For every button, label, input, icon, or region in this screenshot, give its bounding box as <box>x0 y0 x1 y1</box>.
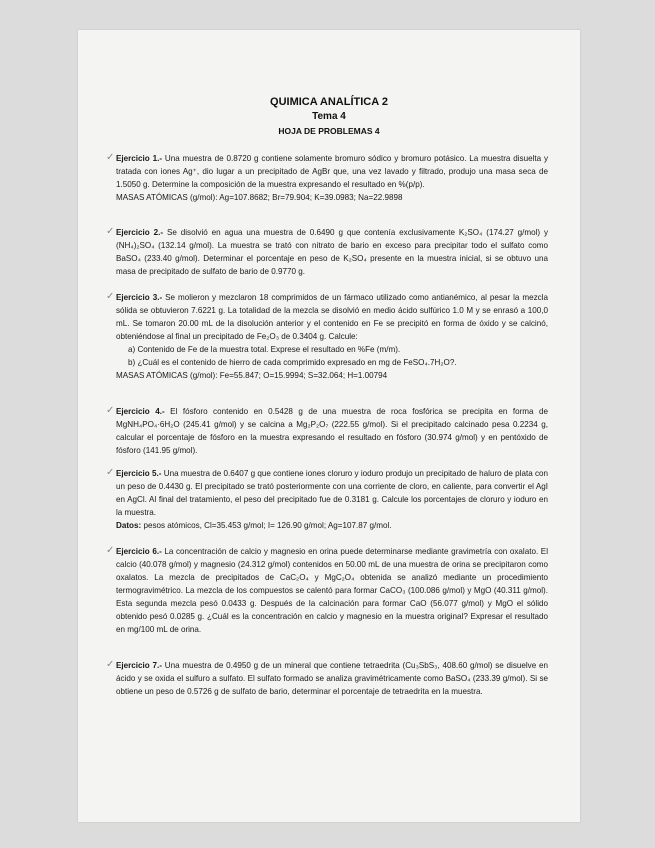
exercise-5-note-text: pesos atómicos, Cl=35.453 g/mol; I= 126.90 g/mol; Ag=107.87 g/mol. <box>143 521 392 530</box>
check-mark-icon: ✓ <box>106 152 115 163</box>
exercise-7-title: Ejercicio 7.- <box>116 661 162 670</box>
sheet-title: HOJA DE PROBLEMAS 4 <box>278 126 380 136</box>
check-mark-icon: ✓ <box>106 659 115 670</box>
exercise-5-note-label: Datos: <box>116 521 142 530</box>
check-mark-icon: ✓ <box>106 545 115 556</box>
exercise-2-text: Se disolvió en agua una muestra de 0.6490 g que contenía exclusivamente K₂SO₄ (174.27 g/mol) y (NH₄)₂SO₄ (132.14 g/mol). La muestra se trató con nitrato de bario en exceso para precipitar todo el sulfato como BaSO₄ (233.40 g/mol). Determinar el porcentaje en peso de K₂SO₄ presente en la muestra inicial, si se obtuvo una masa de precipitado de sulfato de bario de 0.9770 g. <box>116 228 549 276</box>
exercise-3-note: MASAS ATÓMICAS (g/mol): Fe=55.847; O=15.9994; S=32.064; H=1.00794 <box>116 371 388 380</box>
exercise-4 <box>106 405 549 457</box>
check-mark-icon: ✓ <box>106 405 115 416</box>
exercise-3-part-b: b) ¿Cuál es el contenido de hierro de cada comprimido expresado en mg de FeSO₄.7H₂O?. <box>128 358 457 367</box>
exercise-6-title: Ejercicio 6.- <box>116 547 162 556</box>
exercise-5 <box>106 467 549 532</box>
exercise-6 <box>106 545 548 636</box>
exercise-2-title: Ejercicio 2.- <box>116 228 164 237</box>
exercise-4-text: El fósforo contenido en 0.5428 g de una muestra de roca fosfórica se precipita en forma de MgNH₄PO₄·6H₂O (245.41 g/mol) y se calcina a Mg₂P₂O₇ (222.55 g/mol). Si el precipitado calcinado pesa 0.2234 g, calcular el porcentaje de fósforo en la muestra expresando el resultado en fósforo (30.974 g/mol) y en pentóxido de fósforo (141.95 g/mol). <box>116 407 549 455</box>
exercise-3-text: Se molieron y mezclaron 18 comprimidos de un fármaco utilizado como antianémico, al pesar la mezcla sólida se obtuvieron 7.6221 g. La totalidad de la mezcla se disolvió en medio ácido sulfúrico 1.0 M y se enrasó a 100,0 mL. Se tomaron 20.00 mL de la disolución anterior y el contenido en Fe se precipitó en forma de óxido y se calcinó, obteniéndose al final un precipitado de Fe₂O₃ de 0.3404 g. Calcule: <box>116 293 549 341</box>
exercise-3-part-a: a) Contenido de Fe de la muestra total. Exprese el resultado en %Fe (m/m). <box>128 345 401 354</box>
exercise-4-title: Ejercicio 4.- <box>116 407 165 416</box>
check-mark-icon: ✓ <box>106 226 115 237</box>
exercise-5-title: Ejercicio 5.- <box>116 469 162 478</box>
exercise-1-note: MASAS ATÓMICAS (g/mol): Ag=107.8682; Br=79.904; K=39.0983; Na=22.9898 <box>116 193 403 202</box>
check-mark-icon: ✓ <box>106 291 115 302</box>
exercise-5-note <box>116 519 548 532</box>
exercise-2 <box>106 226 549 278</box>
exercise-6-text: La concentración de calcio y magnesio en orina puede determinarse mediante gravimetría con oxalato. El calcio (40.078 g/mol) y magnesio (24.312 g/mol) contenidos en 50.00 mL de una muestra de orina se precipitaron como oxalatos. La mezcla de precipitados de CaC₂O₄ y MgC₂O₄ obtenida se analizó mediante un procedimiento termogravimétrico. La mezcla de los compuestos se calentó para formar CaCO₃ (100.086 g/mol) y MgO (40.311 g/mol). Esta segunda mezcla pesó 0.0433 g. Después de la calcinación para formar CaO (56.077 g/mol) y MgO el sólido obtenido pesó 0.0285 g. ¿Cuál es la concentración en calcio y magnesio en la muestra original? Expresar el resultado en mg/100 mL de orina. <box>116 547 548 634</box>
document-page <box>78 30 580 822</box>
exercise-1 <box>106 152 549 204</box>
topic-title: Tema 4 <box>312 111 346 122</box>
exercise-1-title: Ejercicio 1.- <box>116 154 163 163</box>
exercise-5-text: Una muestra de 0.6407 g que contiene iones cloruro y ioduro produjo un precipitado de haluro de plata con un peso de 0.4430 g. El precipitado se trató posteriormente con una corriente de cloro, en caliente, para convertir el AgI en AgCl. Al final del tratamiento, el peso del precipitado fue de 0.3181 g. Calcule los porcentajes de cloruro y ioduro en la muestra. <box>116 469 549 517</box>
exercise-7-text: Una muestra de 0.4950 g de un mineral que contiene tetraedrita (Cu₃SbS₃, 408.60 g/mol) se disuelve en ácido y se oxida el sulfuro a sulfato. El sulfato formado se analiza gravimétricamente como BaSO₄ (233.39 g/mol). Si se obtiene un peso de 0.5726 g de sulfato de bario, determinar el porcentaje de tetraedrita en la muestra. <box>116 661 548 696</box>
exercise-3 <box>106 291 549 382</box>
exercise-7 <box>106 659 548 698</box>
check-mark-icon: ✓ <box>106 467 115 478</box>
exercise-3-title: Ejercicio 3.- <box>116 293 163 302</box>
course-title: QUIMICA ANALÍTICA 2 <box>270 96 388 108</box>
exercise-1-text: Una muestra de 0.8720 g contiene solamente bromuro sódico y bromuro potásico. La muestra disuelta y tratada con iones Ag⁺, dio lugar a un precipitado de AgBr que, una vez lavado y filtrado, produjo una masa seca de 1.5050 g. Determine la composición de la muestra expresando el resultado en %(p/p). <box>116 154 549 189</box>
